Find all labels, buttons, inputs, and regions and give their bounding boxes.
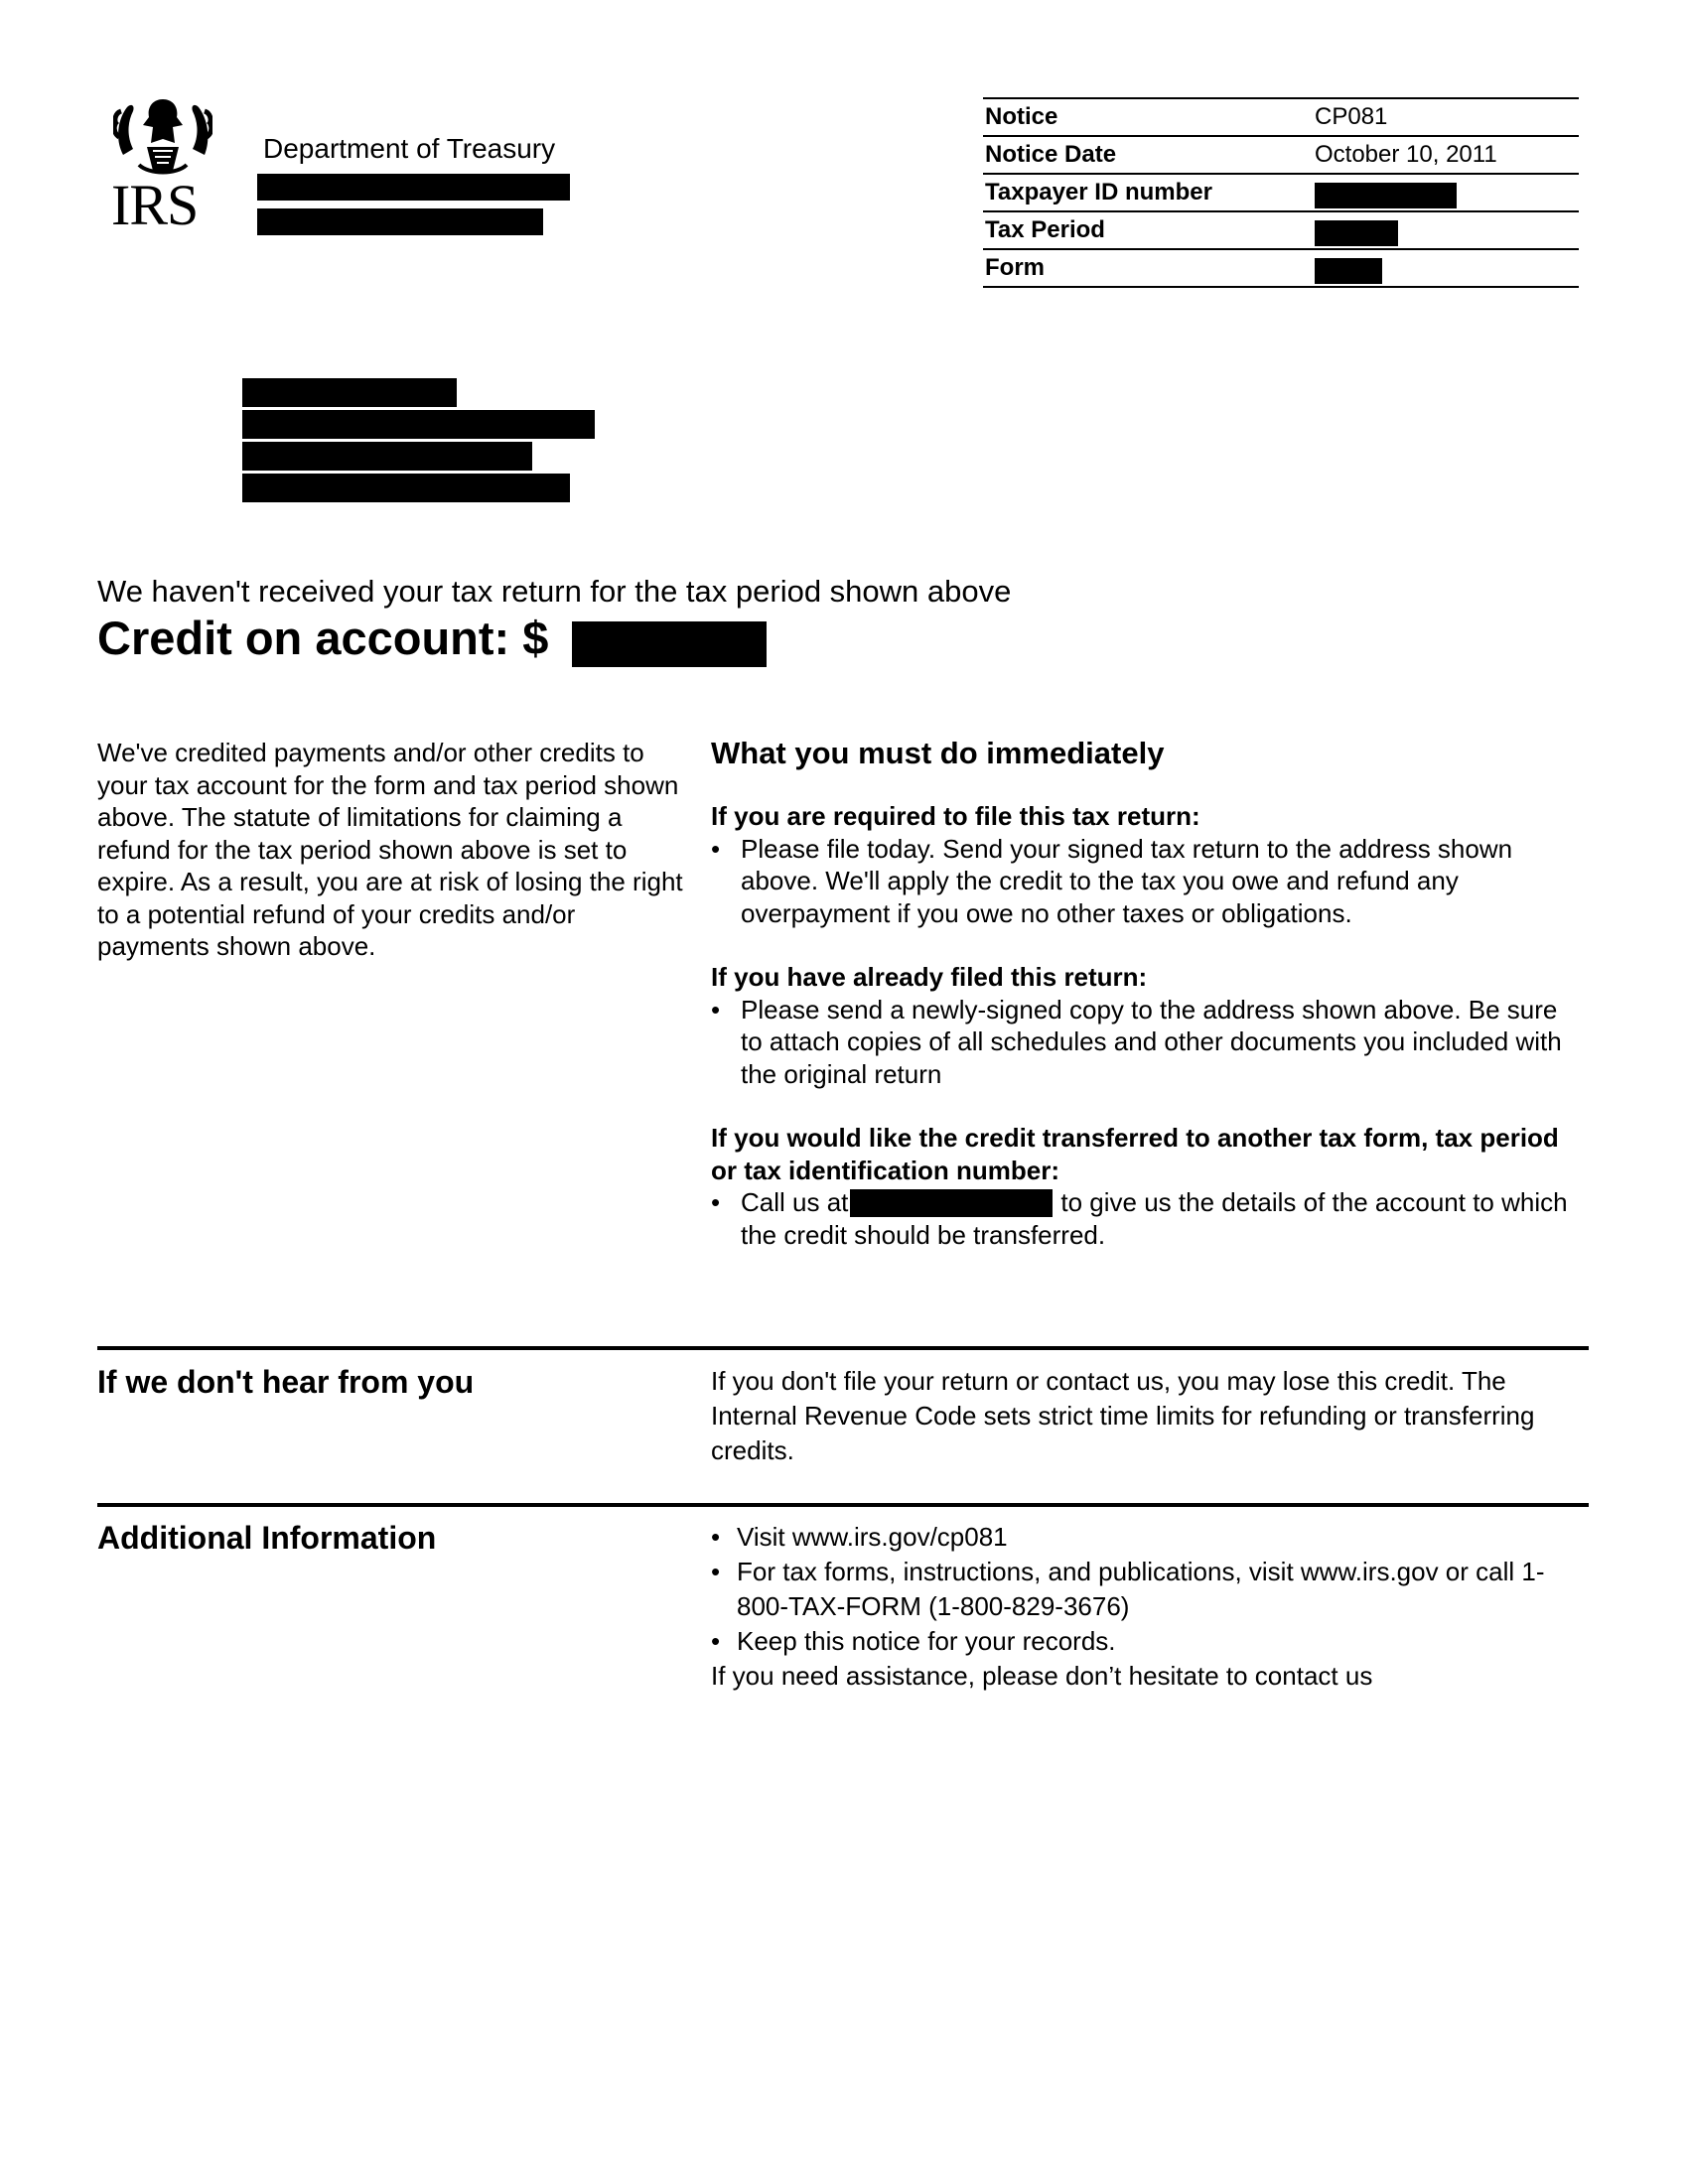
already-filed-block xyxy=(711,961,1585,1090)
bullet-list xyxy=(711,833,1585,930)
intro-paragraph: We've credited payments and/or other credits to your tax account for the form and tax period shown above. The statute of limitations for claiming a refund for the tax period shown above is set to expire. As a result, you are at risk of losing the right to a potential refund of your credits and/or payments shown above. xyxy=(97,738,683,961)
credit-heading-text: Credit on account: $ xyxy=(97,612,549,664)
transfer-details-text: to give us the details of the account to which the credit should be transferred. xyxy=(741,1187,1568,1250)
notice-date-value: October 10, 2011 xyxy=(1315,141,1497,168)
additional-info-body xyxy=(711,1520,1585,1694)
what-to-do-heading: What you must do immediately xyxy=(711,736,1165,770)
redacted-credit-amount xyxy=(572,621,767,667)
block-subheading: If you are required to file this tax return: xyxy=(711,801,1200,831)
no-response-title: If we don't hear from you xyxy=(97,1364,475,1400)
list-item: • Visit www.irs.gov/cp081 xyxy=(711,1520,1585,1555)
redacted-tax-period xyxy=(1315,220,1398,246)
redacted-address-line-4 xyxy=(242,474,570,502)
bullet-list xyxy=(711,994,1585,1091)
list-item: • Please send a newly-signed copy to the address shown above. Be sure to attach copies of all schedules and other documents you included with the original return xyxy=(711,994,1585,1091)
transfer-credit-block xyxy=(711,1122,1585,1251)
block-subheading: If you have already filed this return: xyxy=(711,962,1148,992)
redacted-form xyxy=(1315,258,1382,284)
list-item xyxy=(711,1186,1585,1251)
notice-info-table xyxy=(983,97,1579,288)
redacted-sender-line-1 xyxy=(257,174,570,201)
form-label: Form xyxy=(985,254,1045,281)
section-divider xyxy=(97,1503,1589,1507)
notice-row xyxy=(983,97,1579,135)
section-divider xyxy=(97,1346,1589,1350)
redacted-taxpayer-id xyxy=(1315,183,1457,208)
credit-heading xyxy=(97,611,548,665)
irs-logo xyxy=(111,95,218,237)
tax-period-label: Tax Period xyxy=(985,216,1105,243)
closing-text: If you need assistance, please don’t hesitate to contact us xyxy=(711,1661,1373,1691)
taxpayer-id-label: Taxpayer ID number xyxy=(985,179,1212,205)
notice-label: Notice xyxy=(985,103,1058,130)
additional-info-title: Additional Information xyxy=(97,1520,437,1556)
redacted-address-line-2 xyxy=(242,410,595,439)
list-item: • Please file today. Send your signed tax return to the address shown above. We'll apply the credit to the tax you owe and refund any overpayment if you owe no other taxes or obligations. xyxy=(711,833,1585,930)
logo-text: IRS xyxy=(111,173,199,237)
form-row xyxy=(983,248,1579,288)
redacted-sender-line-2 xyxy=(257,208,543,235)
redacted-address-line-1 xyxy=(242,378,457,407)
notice-subheading: We haven't received your tax return for the tax period shown above xyxy=(97,574,1012,609)
tax-period-row xyxy=(983,210,1579,248)
bullet-list xyxy=(711,1520,1585,1659)
no-response-body: If you don't file your return or contact us, you may lose this credit. The Internal Revenue Code sets strict time limits for refunding or transferring credits. xyxy=(711,1366,1535,1465)
taxpayer-id-row xyxy=(983,173,1579,210)
required-to-file-block xyxy=(711,800,1585,929)
notice-date-label: Notice Date xyxy=(985,141,1117,168)
list-item: • Keep this notice for your records. xyxy=(711,1624,1585,1659)
redacted-address-line-3 xyxy=(242,442,532,471)
redacted-phone-number xyxy=(850,1189,1053,1217)
call-us-text: Call us at xyxy=(741,1187,849,1217)
notice-date-row xyxy=(983,135,1579,173)
list-item: • For tax forms, instructions, and publications, visit www.irs.gov or call 1-800-TAX-FORM (1-800-829-3676) xyxy=(711,1555,1585,1624)
department-name: Department of Treasury xyxy=(263,133,556,164)
notice-value: CP081 xyxy=(1315,103,1388,130)
block-subheading: If you would like the credit transferred to another tax form, tax period or tax identification number: xyxy=(711,1123,1559,1185)
bullet-list xyxy=(711,1186,1585,1251)
eagle-emblem-icon xyxy=(113,95,212,181)
